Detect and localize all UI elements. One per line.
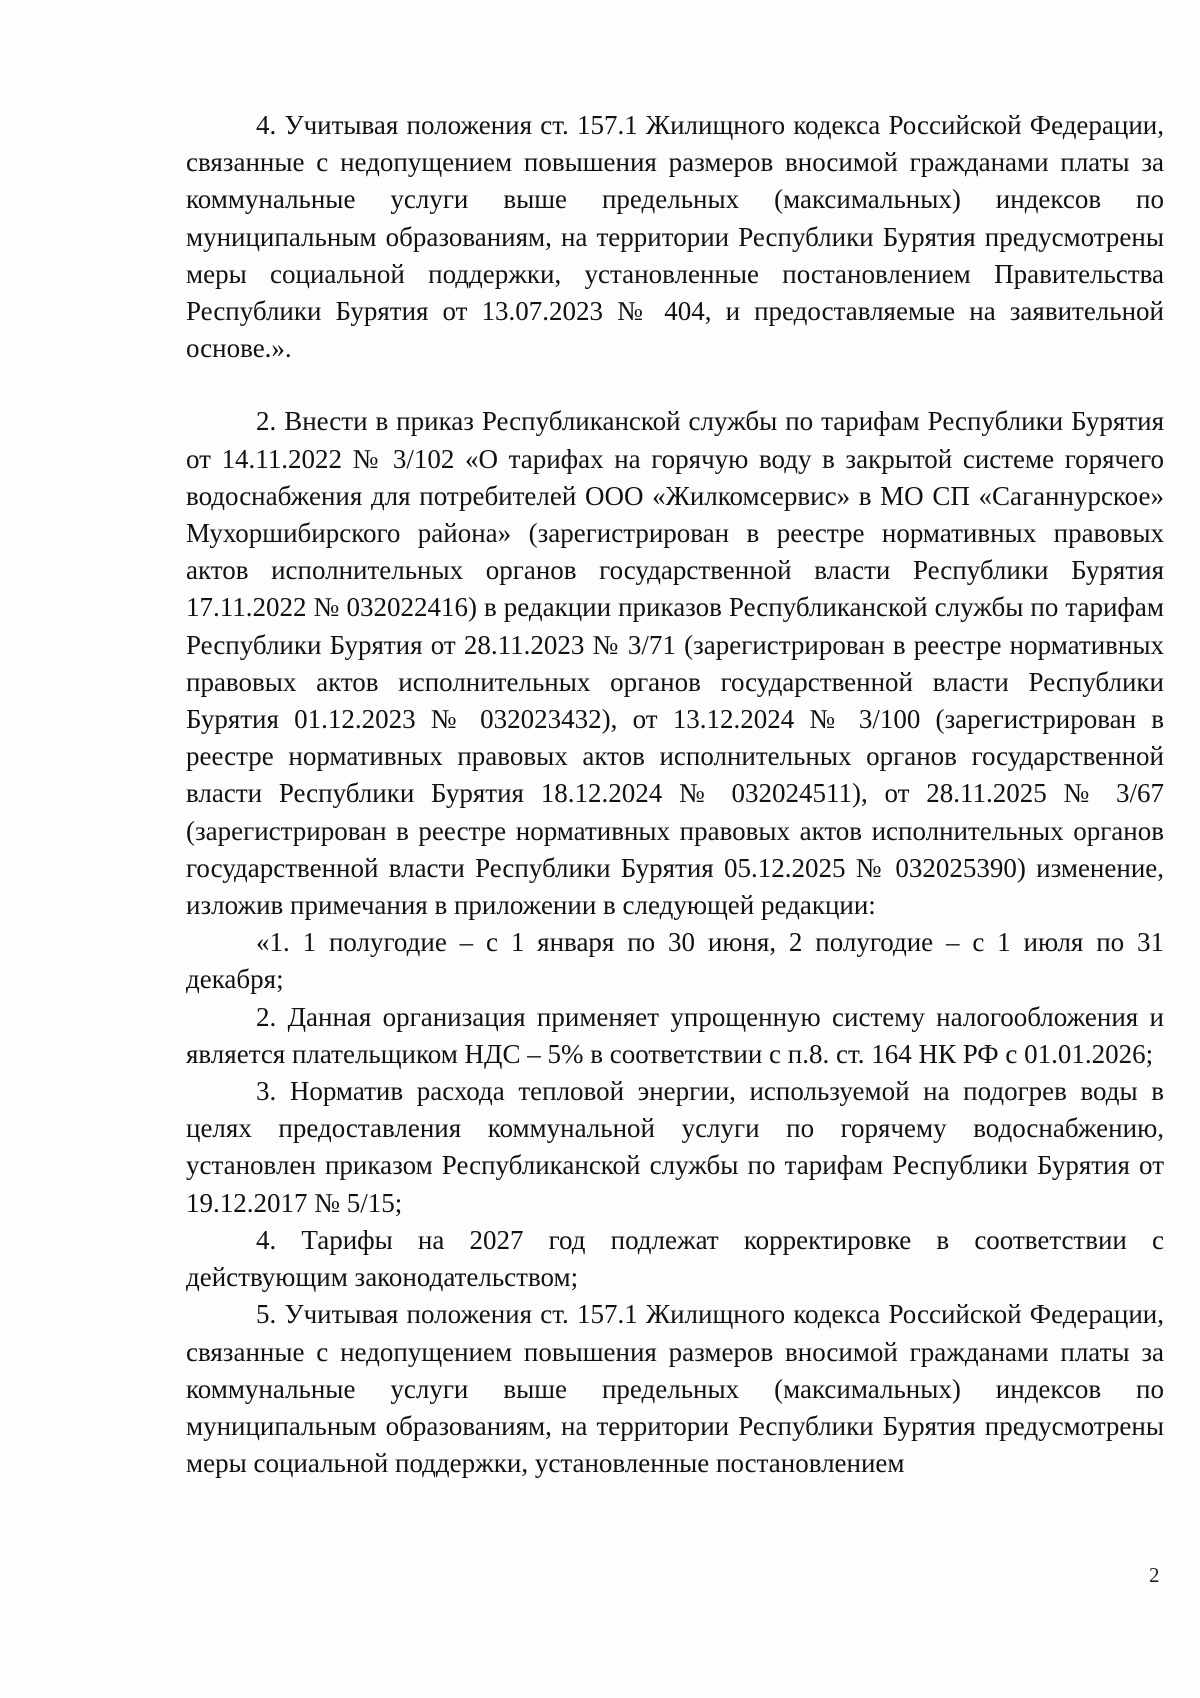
note-5-social-support: 5. Учитывая положения ст. 157.1 Жилищного кодекса Российской Федерации, связанные с недопущением повышения размеров вносимой гражданами платы за коммунальные услуги выше предельных (максимальных) индексов по муниципальным образованиям, на территории Республики Бурятия предусмотрены меры социальной поддержки, установленные постановлением bbox=[186, 1299, 1164, 1479]
document-body bbox=[186, 107, 1164, 1482]
note-2-tax-system: 2. Данная организация применяет упрощенную систему налогообложения и является плательщиком НДС – 5% в соответствии с п.8. ст. 164 НК РФ с 01.01.2026; bbox=[186, 1001, 1164, 1069]
paragraph-item-4-note: 4. Учитывая положения ст. 157.1 Жилищного кодекса Российской Федерации, связанные с недопущением повышения размеров вносимой гражданами платы за коммунальные услуги выше предельных (максимальных) индексов по муниципальным образованиям, на территории Республики Бурятия предусмотрены меры социальной поддержки, установленные постановлением Правительства Республики Бурятия от 13.07.2023 № 404, и предоставляемые на заявительной основе.». bbox=[186, 110, 1164, 364]
note-4-tariff-correction: 4. Тарифы на 2027 год подлежат корректировке в соответствии с действующим законодательством; bbox=[186, 1224, 1164, 1293]
note-1-half-years: «1. 1 полугодие – с 1 января по 30 июня, 2 полугодие – с 1 июля по 31 декабря; bbox=[186, 927, 1164, 995]
paragraph-gap bbox=[186, 367, 1164, 403]
note-3-heat-norm: 3. Норматив расхода тепловой энергии, используемой на подогрев воды в целях предоставления коммунальной услуги по горячему водоснабжению, установлен приказом Республиканской службы по тарифам Республики Бурятия от 19.12.2017 № 5/15; bbox=[186, 1076, 1164, 1218]
paragraph-item-2-amendment: 2. Внести в приказ Республиканской службы по тарифам Республики Бурятия от 14.11.2022 № 3/102 «О тарифах на горячую воду в закрытой системе горячего водоснабжения для потребителей ООО «Жилкомсервис» в МО СП «Саганнурское» Мухоршибирского района» (зарегистрирован в реестре нормативных правовых актов исполнительных органов государственной власти Республики Бурятия 17.11.2022 № 032022416) в редакции приказов Республиканской службы по тарифам Республики Бурятия от 28.11.2023 № 3/71 (зарегистрирован в реестре нормативных правовых актов исполнительных органов государственной власти Республики Бурятия 01.12.2023 № 032023432), от 13.12.2024 № 3/100 (зарегистрирован в реестре нормативных правовых актов исполнительных органов государственной власти Республики Бурятия 18.12.2024 № 032024511), от 28.11.2025 № 3/67 (зарегистрирован в реестре нормативных правовых актов исполнительных органов государственной власти Республики Бурятия 05.12.2025 № 032025390) изменение, изложив примечания в приложении в следующей редакции: bbox=[186, 406, 1164, 921]
page-number: 2 bbox=[1149, 1563, 1160, 1587]
